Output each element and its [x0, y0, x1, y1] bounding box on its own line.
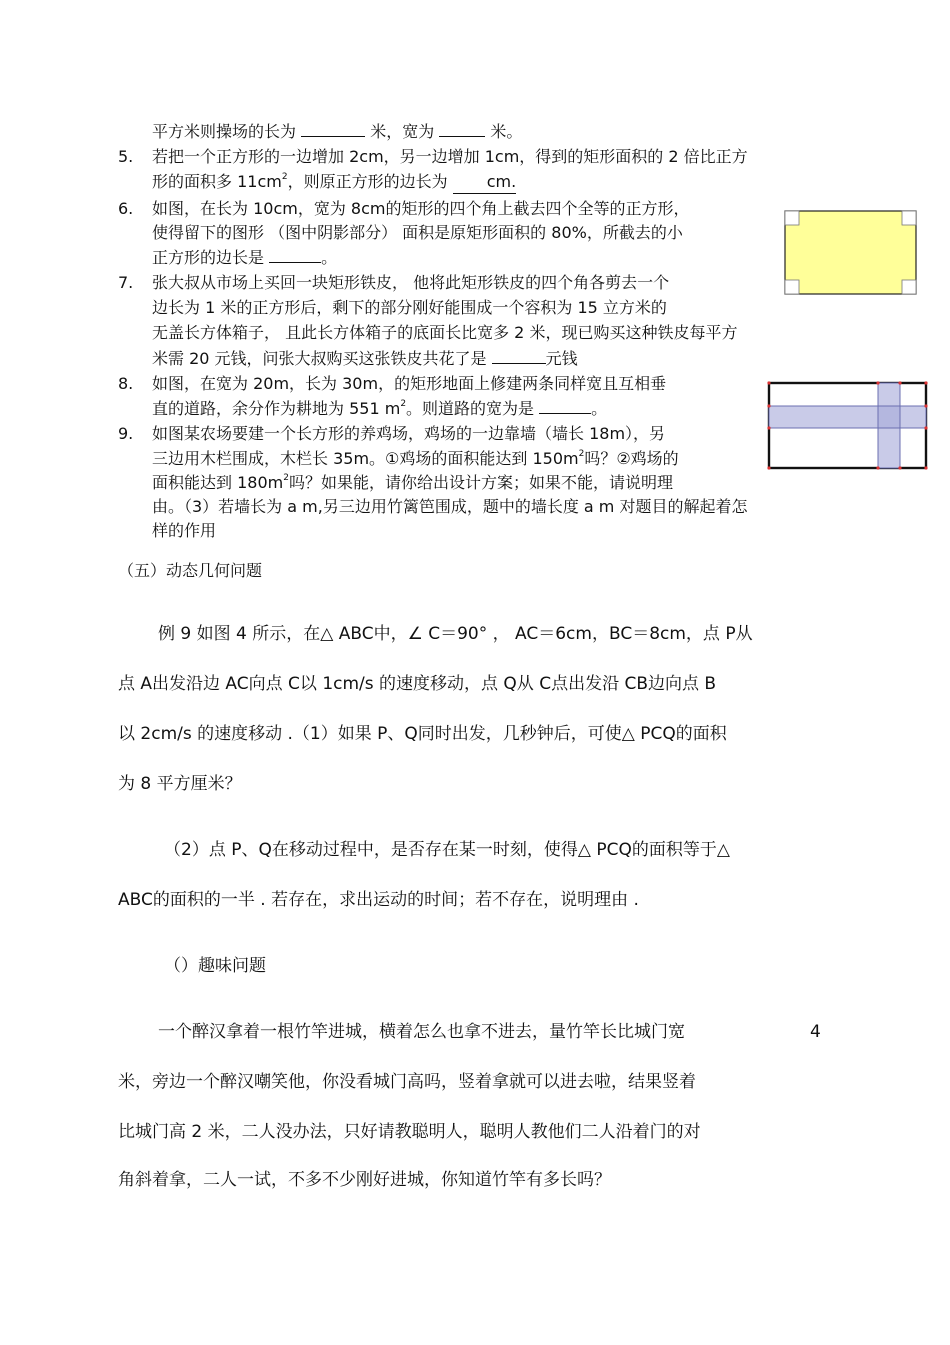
q8-line2-end: 。: [591, 399, 608, 418]
q9-superscript: 2: [578, 449, 585, 459]
q5-line2: [152, 171, 516, 194]
road-intersection: [878, 406, 900, 428]
q7-line4-end: 元钱: [545, 349, 578, 368]
q6-line3-text: 正方形的边长是: [152, 248, 265, 267]
q9-line5: 样的作用: [152, 521, 217, 540]
q7-number: 7.: [118, 273, 134, 292]
cut-corners-rectangle-figure: [784, 210, 918, 296]
q9-line4: 由。（3）若墙长为 a m,另三边用竹篱笆围成，题中的墙长度 a m 对题目的解起着怎: [152, 497, 748, 516]
q4-length-blank: [301, 120, 365, 137]
q9-line3-text: 面积能达到 180m: [152, 473, 284, 492]
section6-heading: （）趣味问题: [164, 956, 266, 976]
example9-line1: 例 9 如图 4 所示，在△ ABC中，∠ C＝90° ， AC＝6cm，BC＝8cm，点 P从: [158, 624, 753, 644]
example9-line3: 以 2cm/s 的速度移动 .（1）如果 P、Q同时出发，几秒钟后，可使△ PCQ的面积: [118, 724, 727, 744]
fun-line3: 比城门高 2 米，二人没办法，只好请教聪明人，聪明人教他们二人沿着门的对: [118, 1122, 701, 1142]
example9-line4: 为 8 平方厘米？: [118, 774, 242, 794]
fun-line2: 米，旁边一个醉汉嘲笑他，你没看城门高吗，竖着拿就可以进去啦，结果竖着: [118, 1072, 696, 1092]
fun-line1-number: 4: [810, 1022, 821, 1042]
q5-superscript: 2: [281, 172, 288, 182]
q9-line2-text-b: 吗？②鸡场的: [584, 449, 679, 468]
q9-line1: 如图某农场要建一个长方形的养鸡场，鸡场的一边靠墙（墙长 18m），另: [152, 424, 666, 443]
example9-part2-line1: （2）点 P、Q在移动过程中，是否存在某一时刻，使得△ PCQ的面积等于△: [164, 840, 730, 860]
q6-number: 6.: [118, 199, 134, 218]
q7-line3: 无盖长方体箱子， 且此长方体箱子的底面长比宽多 2 米，现已购买这种铁皮每平方: [152, 323, 738, 342]
q5-line1: 若把一个正方形的一边增加 2cm，另一边增加 1cm，得到的矩形面积的 2 倍比正方: [152, 147, 748, 166]
q8-line1: 如图，在宽为 20m，长为 30m，的矩形地面上修建两条同样宽且互相垂: [152, 374, 667, 393]
horizontal-road: [769, 406, 926, 428]
q4-mid: 米，宽为: [370, 122, 435, 141]
q5-answer: cm.: [486, 172, 517, 191]
q6-line3: [152, 246, 337, 269]
q5-answer-blank: [453, 171, 516, 194]
q5-number: 5.: [118, 147, 134, 166]
q4-text: 平方米则操场的长为: [152, 122, 297, 141]
q5-line2-text: 形的面积多 11cm: [152, 172, 282, 191]
corner-square-top-right: [902, 211, 916, 225]
q9-line2-text: 三边用木栏围成，木栏长 35m。①鸡场的面积能达到 150m: [152, 449, 579, 468]
fun-line1: 一个醉汉拿着一根竹竿进城，横着怎么也拿不进去，量竹竿长比城门宽: [158, 1022, 685, 1042]
q7-blank: [492, 347, 546, 364]
q7-line4: [152, 347, 578, 370]
q8-blank: [539, 397, 591, 414]
q7-line2: 边长为 1 米的正方形后，剩下的部分刚好能围成一个容积为 15 立方米的: [152, 298, 667, 317]
q8-superscript: 2: [400, 399, 407, 409]
example9-part2-line2: ABC的面积的一半 . 若存在，求出运动的时间；若不存在，说明理由 .: [118, 890, 639, 910]
rectangle-shape: [785, 211, 916, 294]
q4-width-blank: [439, 120, 485, 137]
q9-superscript-2: 2: [283, 473, 289, 483]
q4-continuation: [152, 120, 522, 143]
fun-line4: 角斜着拿，二人一试，不多不少刚好进城，你知道竹竿有多长吗？: [118, 1170, 611, 1190]
example9-line2: 点 A出发沿边 AC向点 C以 1cm/s 的速度移动，点 Q从 C点出发沿 CB边向点 B: [118, 674, 717, 694]
q8-line2-text: 直的道路，余分作为耕地为 551 m: [152, 399, 401, 418]
section5-heading: （五）动态几何问题: [118, 561, 263, 580]
q6-blank: [269, 246, 321, 263]
q9-line3-text-b: 吗？如果能，请你给出设计方案；如果不能，请说明理: [288, 473, 673, 492]
q7-line1: 张大叔从市场上买回一块矩形铁皮， 他将此矩形铁皮的四个角各剪去一个: [152, 273, 670, 292]
q6-line3-end: 。: [321, 248, 338, 267]
corner-square-top-left: [785, 211, 799, 225]
q5-line2-text-b: ，则原正方形的边长为: [287, 172, 448, 191]
field-with-roads-figure: [766, 380, 930, 472]
q6-line2: 使得留下的图形 （图中阴影部分） 面积是原矩形面积的 80%，所截去的小: [152, 223, 683, 242]
corner-square-bottom-right: [902, 280, 916, 294]
q9-line3: [152, 472, 673, 494]
q8-line2-text-b: 。则道路的宽为是: [406, 399, 535, 418]
q6-line1: 如图，在长为 10cm，宽为 8cm的矩形的四个角上截去四个全等的正方形，: [152, 199, 690, 218]
q7-line4-text: 米需 20 元钱，问张大叔购买这张铁皮共花了是: [152, 349, 487, 368]
q9-number: 9.: [118, 424, 134, 443]
q4-end: 米。: [490, 122, 523, 141]
q9-line2: [152, 448, 679, 470]
corner-square-bottom-left: [785, 280, 799, 294]
q8-line2: [152, 397, 607, 420]
q8-number: 8.: [118, 374, 134, 393]
